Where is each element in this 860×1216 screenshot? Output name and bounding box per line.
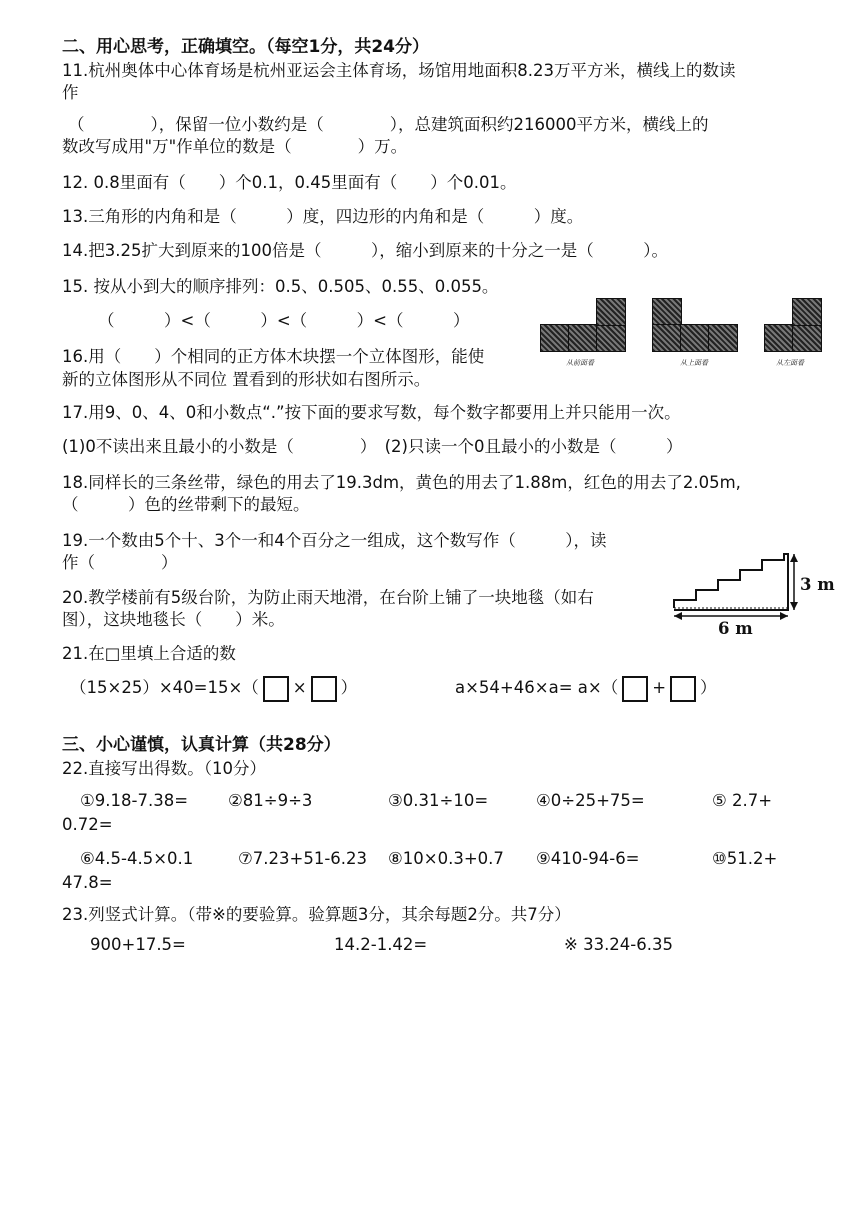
three-views-figure xyxy=(540,296,830,372)
q14: 14.把3.25扩大到原来的100倍是（ ），缩小到原来的十分之一是（ ）。 xyxy=(62,241,668,260)
q22-item-10-cont: 47.8= xyxy=(62,873,113,892)
q13: 13.三角形的内角和是（ ）度，四边形的内角和是（ ）度。 xyxy=(62,207,584,226)
q22-item-9: ⑨410-94-6= xyxy=(536,849,640,868)
q23-item-3: ※ 33.24-6.35 xyxy=(564,935,673,954)
q19-line2: 作（ ） xyxy=(62,553,178,572)
section3-title: 三、小心谨慎，认真计算（共28分） xyxy=(62,735,341,755)
stairs-width-label: 6 m xyxy=(718,619,753,638)
q11-line2: 作 xyxy=(62,83,79,102)
q12: 12. 0.8里面有（ ）个0.1，0.45里面有（ ）个0.01。 xyxy=(62,173,517,192)
top-view-caption: 从上面看 xyxy=(680,359,708,367)
front-view-caption: 从前面看 xyxy=(566,359,594,367)
answer-box[interactable] xyxy=(622,676,648,702)
q11-line3: （ ），保留一位小数约是（ ），总建筑面积约216000平方米，横线上的 xyxy=(68,115,709,134)
q21-expr1-left: （15×25）×40=15×（ xyxy=(70,678,259,697)
left-view-caption: 从左面看 xyxy=(776,359,804,367)
answer-box[interactable] xyxy=(670,676,696,702)
q18-line1: 18.同样长的三条丝带，绿色的用去了19.3dm，黄色的用去了1.88m，红色的用去了2.05m, xyxy=(62,473,741,492)
q21-line1: 21.在□里填上合适的数 xyxy=(62,644,236,663)
q11-line1: 11.杭州奥体中心体育场是杭州亚运会主体育场，场馆用地面积8.23万平方米，横线上的数读 xyxy=(62,61,736,80)
q18-line2: （ ）色的丝带剩下的最短。 xyxy=(62,495,310,514)
stairs-height-label: 3 m xyxy=(800,575,835,594)
answer-box[interactable] xyxy=(311,676,337,702)
q11-line4: 数改写成用"万"作单位的数是（ ）万。 xyxy=(62,137,408,156)
q21-expr2-left: a×54+46×a= a×（ xyxy=(455,678,619,697)
q21-expr2 xyxy=(455,674,717,702)
q19-line1: 19.一个数由5个十、3个一和4个百分之一组成，这个数写作（ ），读 xyxy=(62,531,607,550)
q20-line2: 图），这块地毯长（ ）米。 xyxy=(62,610,285,629)
q21-expr2-right: ） xyxy=(700,678,717,697)
q21-expr1-right: ） xyxy=(340,678,358,697)
q22-title: 22.直接写出得数。（10分） xyxy=(62,759,266,778)
q16-line2: 新的立体图形从不同位 置看到的形状如右图所示。 xyxy=(62,370,431,389)
q22-item-3: ③0.31÷10= xyxy=(388,791,489,810)
q15-line1: 15. 按从小到大的顺序排列：0.5、0.505、0.55、0.055。 xyxy=(62,277,499,296)
answer-box[interactable] xyxy=(263,676,289,702)
q22-item-5-cont: 0.72= xyxy=(62,815,113,834)
q16-line1: 16.用（ ）个相同的正方体木块摆一个立体图形，能使 xyxy=(62,347,485,366)
q22-item-1: ①9.18-7.38= xyxy=(80,791,189,810)
q17-line1: 17.用9、0、4、0和小数点“.”按下面的要求写数，每个数字都要用上并只能用一次。 xyxy=(62,403,681,422)
q22-item-5: ⑤ 2.7+ xyxy=(712,791,773,810)
q23-item-2: 14.2-1.42= xyxy=(334,935,428,954)
q22-item-4: ④0÷25+75= xyxy=(536,791,645,810)
q22-item-6: ⑥4.5-4.5×0.1 xyxy=(80,849,194,868)
q21-expr2-op: + xyxy=(652,678,667,697)
q22-item-7: ⑦7.23+51-6.23 xyxy=(238,849,368,868)
q17-line2: (1)0不读出来且最小的小数是（ ） (2)只读一个0且最小的小数是（ ） xyxy=(62,437,683,456)
q21-expr1 xyxy=(70,674,357,702)
q15-line2: （ ）<（ ）<（ ）<（ ） xyxy=(98,311,470,330)
section2-title: 二、用心思考，正确填空。（每空1分，共24分） xyxy=(62,37,429,57)
q22-item-10: ⑩51.2+ xyxy=(712,849,778,868)
q22-item-2: ②81÷9÷3 xyxy=(228,791,313,810)
q23-title: 23.列竖式计算。（带※的要验算。验算题3分，其余每题2分。共7分） xyxy=(62,905,571,924)
q21-expr1-op: × xyxy=(292,678,307,697)
q23-item-1: 900+17.5= xyxy=(90,935,186,954)
q22-item-8: ⑧10×0.3+0.7 xyxy=(388,849,504,868)
q20-line1: 20.教学楼前有5级台阶，为防止雨天地滑，在台阶上铺了一块地毯（如右 xyxy=(62,588,594,607)
